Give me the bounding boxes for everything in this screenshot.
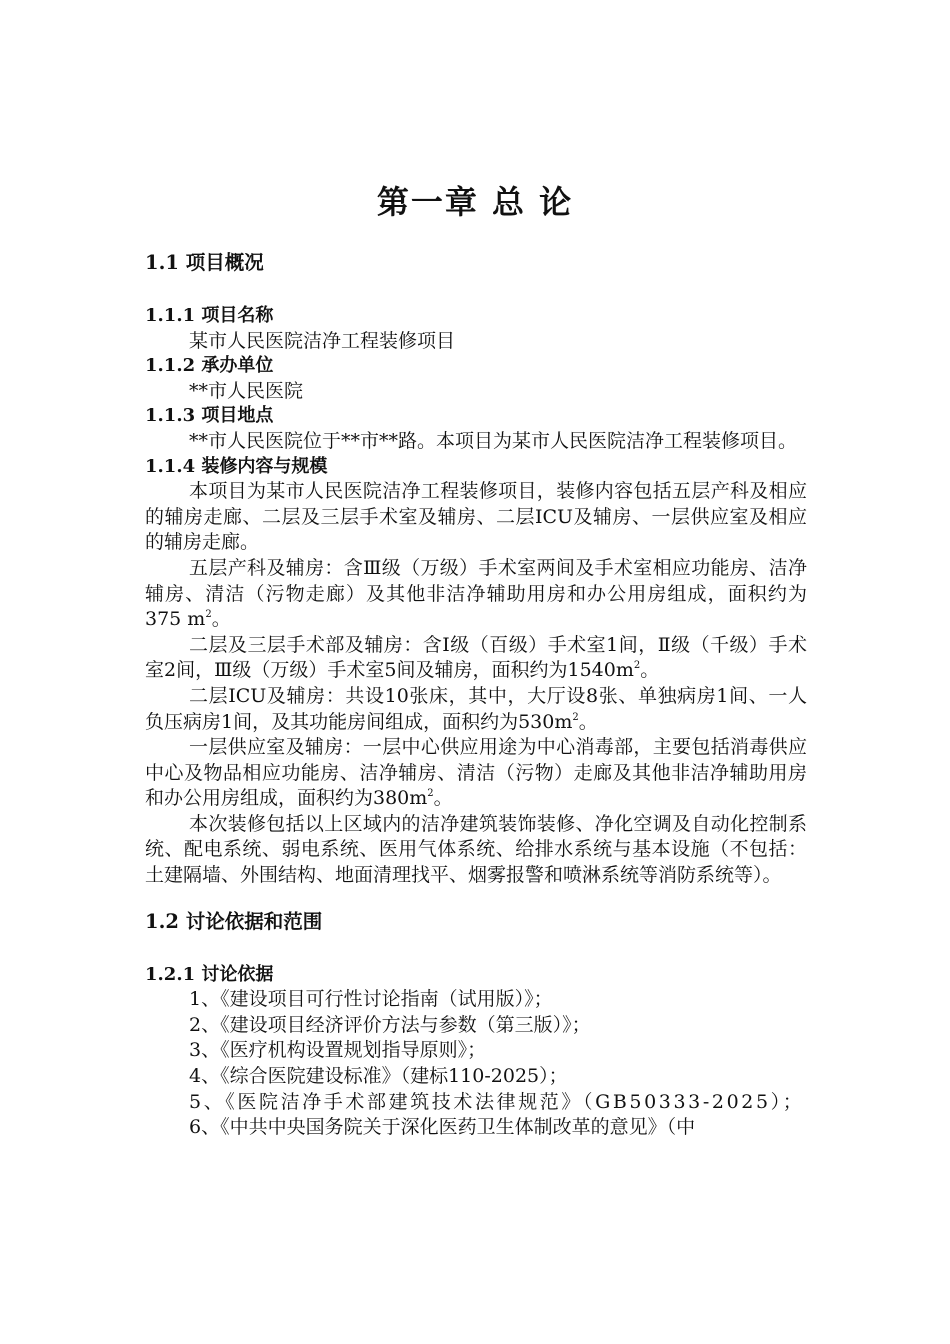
reference-item: 6、《中共中央国务院关于深化医药卫生体制改革的意见》（中: [189, 1116, 696, 1139]
reference-item: 5、《医院洁净手术部建筑技术法律规范》（GB50333-2025）；: [189, 1090, 805, 1113]
location-text: **市人民医院位于**市**路。本项目为某市人民医院洁净工程装修项目。: [189, 429, 798, 452]
reference-item: 4、《综合医院建设标准》（建标110-2025）；: [189, 1065, 568, 1088]
superscript: 2: [205, 609, 212, 621]
scope-paragraph-4: [145, 684, 807, 735]
scope-paragraph-5-end: 。: [433, 787, 453, 810]
subsection-heading-1-1-2: 1.1.2 承办单位: [145, 355, 274, 377]
scope-paragraph-5: [145, 735, 807, 812]
scope-paragraph-1: 本项目为某市人民医院洁净工程装修项目，装修内容包括五层产科及相应的辅房走廊、二层及三层手术室及辅房、二层ICU及辅房、一层供应室及相应的辅房走廊。: [145, 480, 807, 554]
scope-paragraph-4-text: 二层ICU及辅房：共设10张床，其中，大厅设8张、单独病房1间、一人负压病房1间，及其功能房间组成，面积约为530m: [145, 684, 807, 733]
superscript: 2: [572, 711, 579, 723]
scope-paragraph-2: [145, 556, 807, 633]
scope-paragraph-2-end: 。: [211, 608, 231, 631]
reference-item: 3、《医疗机构设置规划指导原则》；: [189, 1039, 487, 1062]
superscript: 2: [427, 788, 434, 800]
subsection-heading-1-2-1: 1.2.1 讨论依据: [145, 963, 274, 985]
section-heading-1-2: 1.2 讨论依据和范围: [145, 909, 323, 933]
scope-paragraph-6: 本次装修包括以上区域内的洁净建筑装饰装修、净化空调及自动化控制系统、配电系统、弱电系统、医用气体系统、给排水系统与基本设施（不包括：土建隔墙、外围结构、地面清理找平、烟雾报警和喷淋系统等消防系统等）。: [145, 812, 807, 887]
superscript: 2: [633, 660, 641, 672]
reference-item: 1、《建设项目可行性讨论指南（试用版）》；: [189, 988, 553, 1011]
scope-paragraph-4-end: 。: [578, 710, 598, 733]
scope-paragraph-3-end: 。: [640, 659, 660, 682]
project-name-text: 某市人民医院洁净工程装修项目: [189, 329, 456, 352]
scope-paragraph-5-text: 一层供应室及辅房：一层中心供应用途为中心消毒部，主要包括消毒供应中心及物品相应功能房、洁净辅房、清洁（污物）走廊及其他非洁净辅助用房和办公用房组成，面积约为380m: [145, 736, 807, 810]
scope-paragraph-2-text: 五层产科及辅房：含Ⅲ级（万级）手术室两间及手术室相应功能房、洁净辅房、清洁（污物走廊）及其他非洁净辅助用房和办公用房组成，面积约为375 m: [145, 556, 807, 631]
subsection-heading-1-1-1: 1.1.1 项目名称: [145, 305, 274, 326]
scope-paragraph-3-text: 二层及三层手术部及辅房：含Ⅰ级（百级）手术室1间，Ⅱ级（千级）手术室2间，Ⅲ级（万级）手术室5间及辅房，面积约为1540m: [145, 633, 807, 682]
section-heading-1-1: 1.1 项目概况: [145, 251, 264, 274]
document-body: [145, 248, 807, 1141]
scope-paragraph-3: [145, 633, 807, 684]
organizer-text: **市人民医院: [189, 379, 304, 402]
subsection-heading-1-1-4: 1.1.4 装修内容与规模: [145, 455, 328, 477]
reference-item: 2、《建设项目经济评价方法与参数（第三版）》；: [189, 1013, 591, 1036]
chapter-title: 第一章 总 论: [376, 183, 574, 221]
subsection-heading-1-1-3: 1.1.3 项目地点: [145, 405, 274, 427]
